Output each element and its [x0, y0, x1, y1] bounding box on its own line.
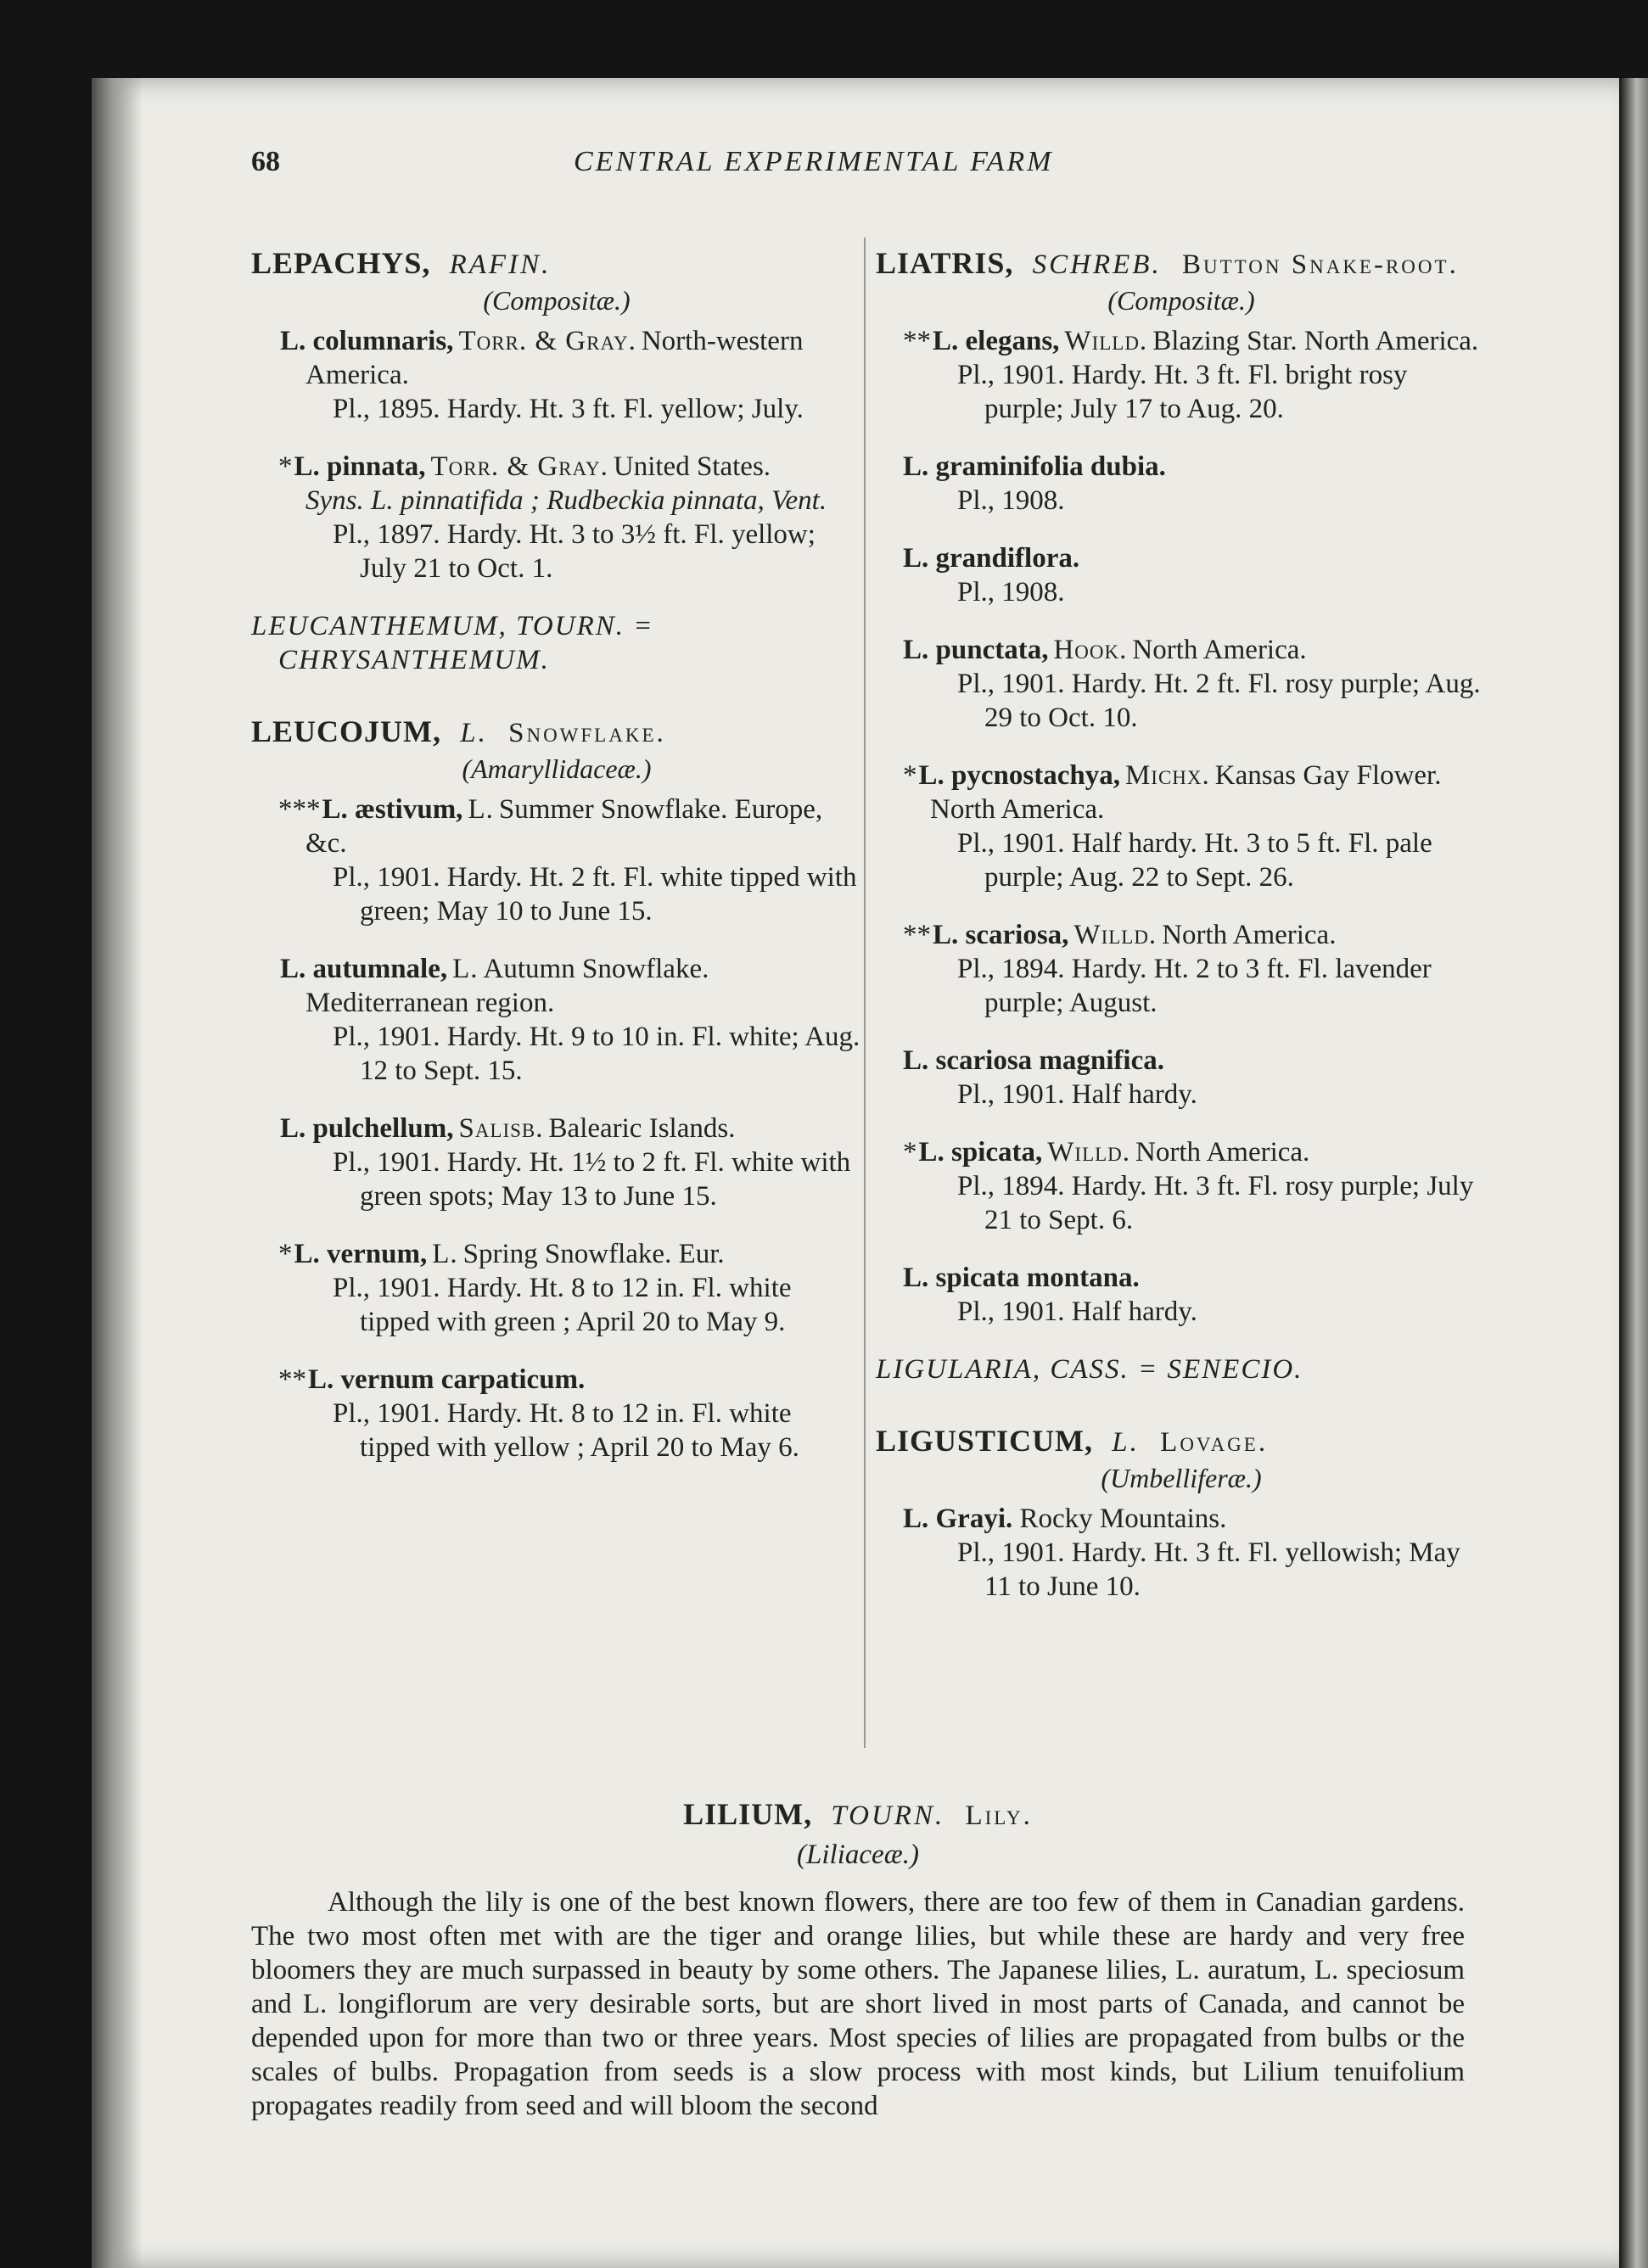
genus-name: LEPACHYS,: [251, 246, 431, 280]
species-detail: Pl., 1908.: [957, 485, 1065, 516]
page-header: [251, 146, 1456, 188]
cross-reference: LIGULARIA, CASS. = SENECIO.: [876, 1354, 1303, 1385]
species-detail: Pl., 1895. Hardy. Ht. 3 ft. Fl. yellow; July.: [333, 394, 804, 424]
species-author: L.: [432, 1239, 458, 1269]
species-name: L. graminifolia dubia.: [903, 451, 1166, 482]
species-detail: Pl., 1897. Hardy. Ht. 3 to 3½ ft. Fl. yellow; July 21 to Oct. 1.: [333, 519, 816, 584]
species-origin: Summer Snowflake. Europe, &c.: [305, 794, 823, 859]
species-origin: Rocky Mountains.: [1019, 1504, 1227, 1534]
species-origin: North America.: [1132, 635, 1307, 665]
species-entry: [876, 1044, 1487, 1112]
species-origin: United States.: [613, 451, 771, 482]
species-entry: [876, 759, 1487, 894]
family-name: (Compositæ.): [483, 285, 631, 316]
genus-heading-leucojum: [251, 714, 862, 750]
species-origin: Balearic Islands.: [548, 1113, 736, 1144]
species-author: Hook.: [1053, 635, 1128, 665]
species-detail: Pl., 1901. Hardy. Ht. 1½ to 2 ft. Fl. white with green spots; May 13 to June 15.: [333, 1147, 851, 1212]
species-entry: [251, 792, 862, 928]
family-name: (Liliaceæ.): [797, 1840, 919, 1870]
page-number: 68: [251, 146, 280, 177]
species-author: Michx.: [1124, 760, 1210, 791]
family-name: (Compositæ.): [1107, 285, 1255, 316]
page-binding-shadow: [92, 78, 143, 2268]
species-name: L. grandiflora.: [903, 543, 1080, 574]
species-name: L. spicata montana.: [903, 1263, 1140, 1293]
species-author: Torr. & Gray.: [458, 326, 636, 356]
left-column: [251, 246, 862, 1488]
species-detail: Pl., 1901. Hardy. Ht. 3 ft. Fl. yellowish; May 11 to June 10.: [957, 1537, 1460, 1602]
species-name: L. pycnostachya,: [918, 760, 1120, 791]
species-entry: [876, 450, 1487, 518]
lilium-section: [251, 1797, 1465, 2123]
species-origin: Blazing Star. North America.: [1152, 326, 1479, 356]
species-entry: [876, 1502, 1487, 1604]
species-detail: Pl., 1901. Hardy. Ht. 8 to 12 in. Fl. white tipped with yellow ; April 20 to May 6.: [333, 1398, 799, 1463]
species-entry: [876, 633, 1487, 735]
species-origin: Autumn Snowflake. Mediterranean region.: [305, 954, 709, 1018]
genus-common-name: Lovage.: [1160, 1427, 1269, 1458]
species-name: L. columnaris,: [280, 326, 454, 356]
species-detail: Pl., 1901. Hardy. Ht. 3 ft. Fl. bright rosy purple; July 17 to Aug. 20.: [957, 360, 1408, 424]
species-entry: [876, 1135, 1487, 1237]
species-origin: North America.: [1162, 920, 1337, 950]
species-origin: North America.: [1135, 1137, 1310, 1168]
species-name: L. æstivum,: [322, 794, 463, 825]
rating-stars: **: [903, 326, 931, 356]
species-entry: [251, 450, 862, 585]
species-origin: Spring Snowflake. Eur.: [462, 1239, 725, 1269]
species-author: Salisb.: [458, 1113, 544, 1144]
species-entry: [876, 324, 1487, 426]
genus-author: SCHREB.: [1032, 249, 1162, 280]
genus-name: LEUCOJUM,: [251, 714, 441, 748]
species-author: L.: [452, 954, 479, 984]
species-name: L. vernum,: [294, 1239, 428, 1269]
species-entry: [251, 952, 862, 1088]
species-detail: Pl., 1901. Half hardy. Ht. 3 to 5 ft. Fl. pale purple; Aug. 22 to Sept. 26.: [957, 828, 1432, 893]
right-column: [876, 246, 1487, 1627]
species-detail: Pl., 1901. Half hardy.: [957, 1296, 1197, 1327]
species-name: L. scariosa,: [933, 920, 1069, 950]
genus-author: L.: [1112, 1427, 1140, 1458]
genus-heading-liatris: [876, 246, 1487, 282]
species-entry: [251, 1237, 862, 1339]
column-divider: [864, 238, 866, 1748]
genus-heading-lilium: [251, 1797, 1465, 1833]
species-detail: Pl., 1908.: [957, 577, 1065, 608]
species-detail: Pl., 1894. Hardy. Ht. 3 ft. Fl. rosy purple; July 21 to Sept. 6.: [957, 1171, 1474, 1235]
genus-author: TOURN.: [831, 1800, 945, 1831]
rating-stars: **: [278, 1364, 306, 1395]
species-name: L. spicata,: [918, 1137, 1043, 1168]
genus-name: LILIUM,: [683, 1797, 813, 1831]
species-detail: Pl., 1901. Hardy. Ht. 8 to 12 in. Fl. white tipped with green ; April 20 to May 9.: [333, 1273, 792, 1337]
species-origin: Kansas Gay Flower. North America.: [930, 760, 1442, 825]
species-author: Willd.: [1064, 326, 1148, 356]
rating-stars: *: [278, 1239, 293, 1269]
rating-stars: *: [903, 1137, 917, 1168]
species-name: L. vernum carpaticum.: [308, 1364, 586, 1395]
species-synonyms: Syns. L. pinnatifida ; Rudbeckia pinnata, Vent.: [305, 485, 827, 516]
genus-name: LIGUSTICUM,: [876, 1424, 1094, 1458]
species-origin: North-western America.: [305, 326, 804, 390]
species-entry: [251, 1112, 862, 1213]
rating-stars: *: [903, 760, 917, 791]
species-author: L.: [468, 794, 494, 825]
rating-stars: *: [278, 451, 293, 482]
genus-common-name: Button Snake-root.: [1181, 249, 1459, 280]
species-name: L. scariosa magnifica.: [903, 1045, 1164, 1076]
genus-heading-lepachys: [251, 246, 862, 282]
species-entry: [876, 1261, 1487, 1329]
page-edge: [1619, 78, 1648, 2268]
rating-stars: **: [903, 920, 931, 950]
species-detail: Pl., 1901. Half hardy.: [957, 1079, 1197, 1110]
genus-author: L.: [460, 718, 488, 748]
species-name: L. autumnale,: [280, 954, 448, 984]
lilium-description: Although the lily is one of the best known flowers, there are too few of them in Canadian gardens. The two most often met with are the tiger and orange lilies, but while these are hardy and very free bloomers they are much surpassed in beauty by some others. The Japanese lilies, L. auratum, L. speciosum and L. longiflorum are very desirable sorts, but are short lived in most parts of Canada, and cannot be depended upon for more than two or three years. Most species of lilies are propagated from bulbs or the scales of bulbs. Propagation from seeds is a slow process with most kinds, but Lilium tenuifolium propagates readily from seed and will bloom the second: [251, 1887, 1465, 2121]
species-name: L. elegans,: [933, 326, 1060, 356]
species-author: Willd.: [1073, 920, 1158, 950]
species-author: Torr. & Gray.: [430, 451, 608, 482]
species-name: L. pinnata,: [294, 451, 426, 482]
species-entry: [251, 324, 862, 426]
species-detail: Pl., 1901. Hardy. Ht. 2 ft. Fl. rosy purple; Aug. 29 to Oct. 10.: [957, 669, 1481, 733]
rating-stars: ***: [278, 794, 321, 825]
genus-common-name: Lily.: [965, 1800, 1033, 1831]
family-name: (Umbelliferæ.): [1101, 1463, 1262, 1493]
species-detail: Pl., 1901. Hardy. Ht. 9 to 10 in. Fl. white; Aug. 12 to Sept. 15.: [333, 1022, 860, 1086]
species-detail: Pl., 1894. Hardy. Ht. 2 to 3 ft. Fl. lavender purple; August.: [957, 954, 1432, 1018]
cross-reference: LEUCANTHEMUM, TOURN. = CHRYSANTHEMUM.: [251, 611, 654, 675]
species-detail: Pl., 1901. Hardy. Ht. 2 ft. Fl. white tipped with green; May 10 to June 15.: [333, 862, 857, 927]
species-name: L. punctata,: [903, 635, 1049, 665]
genus-name: LIATRIS,: [876, 246, 1014, 280]
species-entry: [876, 541, 1487, 609]
species-entry: [876, 918, 1487, 1020]
species-name: L. pulchellum,: [280, 1113, 454, 1144]
running-title: CENTRAL EXPERIMENTAL FARM: [574, 146, 1054, 177]
genus-author: RAFIN.: [449, 249, 552, 280]
species-author: Willd.: [1047, 1137, 1131, 1168]
genus-common-name: Snowflake.: [508, 718, 666, 748]
family-name: (Amaryllidaceæ.): [462, 753, 652, 784]
species-entry: [251, 1363, 862, 1464]
species-name: L. Grayi.: [903, 1504, 1013, 1534]
genus-heading-ligusticum: [876, 1424, 1487, 1459]
